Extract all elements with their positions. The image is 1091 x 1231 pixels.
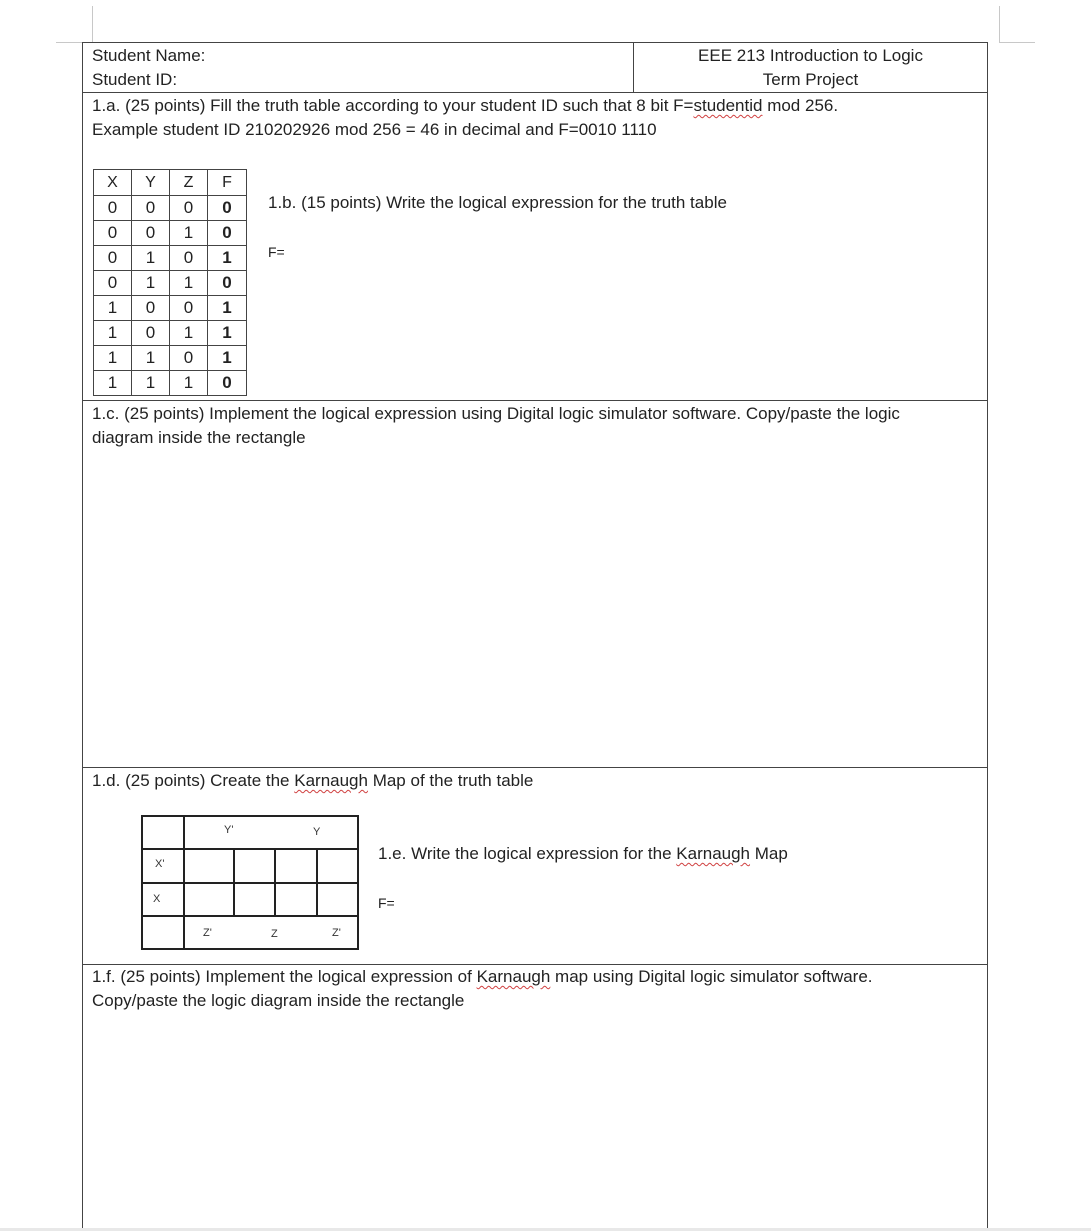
cell-y: 0 (132, 321, 170, 346)
form-right-border (987, 42, 988, 1231)
cell-y: 1 (132, 271, 170, 296)
q1c-instruction-line1: 1.c. (25 points) Implement the logical expression using Digital logic simulator software. Copy/paste the logic (92, 404, 900, 423)
q1b-answer-label[interactable]: F= (268, 244, 285, 260)
table-row (94, 371, 247, 396)
kmap-label-x: X (153, 893, 161, 905)
cell-x: 0 (94, 221, 132, 246)
form-top-border (82, 42, 988, 43)
truth-table-header-z: Z (170, 170, 208, 196)
cell-x: 1 (94, 371, 132, 396)
kmap-cell[interactable] (235, 884, 274, 915)
kmap-label-z: Z (271, 928, 278, 940)
crop-mark-top-left-vertical (92, 6, 93, 42)
kmap-line (141, 815, 359, 817)
q1e-text-end: Map (750, 844, 788, 863)
kmap-label-y: Y (313, 826, 321, 838)
q1a-spellcheck-word: studentid (693, 96, 763, 115)
truth-table-header-y: Y (132, 170, 170, 196)
section-1d-top-border (82, 767, 988, 768)
cell-x: 1 (94, 346, 132, 371)
crop-mark-top-right-horizontal (999, 42, 1035, 43)
kmap-cell[interactable] (318, 884, 357, 915)
kmap-line (183, 815, 185, 950)
q1d-instruction (92, 769, 533, 793)
truth-table (93, 169, 247, 396)
kmap-line (141, 915, 359, 917)
cell-f[interactable]: 0 (208, 271, 247, 296)
logic-diagram-area-1c[interactable] (83, 452, 987, 766)
kmap-line (357, 815, 359, 950)
cell-x: 0 (94, 271, 132, 296)
truth-table-header-x: X (94, 170, 132, 196)
q1f-instruction-line2: Copy/paste the logic diagram inside the rectangle (92, 991, 465, 1010)
q1e-answer-label[interactable]: F= (378, 895, 395, 911)
truth-table-header-row (94, 170, 247, 196)
q1c-instruction-line2: diagram inside the rectangle (92, 428, 306, 447)
table-row (94, 246, 247, 271)
table-row (94, 196, 247, 221)
table-row (94, 321, 247, 346)
q1e-text-start: 1.e. Write the logical expression for the (378, 844, 677, 863)
cell-y: 0 (132, 196, 170, 221)
cell-f[interactable]: 1 (208, 321, 247, 346)
kmap-cell[interactable] (235, 850, 274, 882)
course-title: EEE 213 Introduction to Logic (698, 46, 923, 65)
kmap-line (141, 815, 143, 950)
cell-z: 0 (170, 196, 208, 221)
q1d-text-end: Map of the truth table (367, 771, 534, 790)
kmap-cell[interactable] (276, 850, 316, 882)
cell-x: 0 (94, 196, 132, 221)
q1f-instruction-line1 (92, 965, 873, 989)
logic-diagram-area-1f[interactable] (83, 1016, 987, 1228)
cell-f[interactable]: 0 (208, 221, 247, 246)
table-row (94, 346, 247, 371)
truth-table-header-f: F (208, 170, 247, 196)
cell-z: 1 (170, 321, 208, 346)
cell-f[interactable]: 1 (208, 346, 247, 371)
kmap-label-z-prime-left: Z' (203, 927, 212, 939)
q1d-text-start: 1.d. (25 points) Create the (92, 771, 295, 790)
crop-mark-top-right-vertical (999, 6, 1000, 42)
q1e-spellcheck-word: Karnaugh (676, 844, 751, 863)
q1d-spellcheck-word: Karnaugh (294, 771, 368, 790)
q1a-text-start: 1.a. (25 points) Fill the truth table according to your student ID such that 8 bit F= (92, 96, 694, 115)
cell-y: 1 (132, 346, 170, 371)
q1f-text-start: 1.f. (25 points) Implement the logical expression of (92, 967, 477, 986)
cell-f[interactable]: 1 (208, 246, 247, 271)
cell-y: 0 (132, 296, 170, 321)
cell-y: 1 (132, 246, 170, 271)
kmap-label-x-prime: X' (155, 858, 165, 870)
kmap-line (141, 948, 359, 950)
q1f-spellcheck-word: Karnaugh (476, 967, 551, 986)
cell-z: 0 (170, 246, 208, 271)
kmap-cell[interactable] (185, 850, 233, 882)
cell-z: 1 (170, 371, 208, 396)
student-name-label: Student Name: (92, 46, 206, 65)
kmap-cell[interactable] (318, 850, 357, 882)
table-row (94, 221, 247, 246)
cell-y: 0 (132, 221, 170, 246)
student-id-label: Student ID: (92, 70, 178, 89)
cell-z: 0 (170, 296, 208, 321)
cell-f[interactable]: 1 (208, 296, 247, 321)
q1a-instruction (92, 94, 838, 118)
cell-x: 1 (94, 321, 132, 346)
q1b-instruction: 1.b. (15 points) Write the logical expression for the truth table (268, 193, 727, 212)
cell-f[interactable]: 0 (208, 371, 247, 396)
kmap-label-y-prime: Y' (224, 824, 234, 836)
cell-f[interactable]: 0 (208, 196, 247, 221)
cell-x: 1 (94, 296, 132, 321)
cell-z: 1 (170, 221, 208, 246)
cell-x: 0 (94, 246, 132, 271)
q1a-text-end: mod 256. (762, 96, 839, 115)
kmap-cell[interactable] (185, 884, 233, 915)
kmap-label-z-prime-right: Z' (332, 927, 341, 939)
header-bottom-border (82, 92, 988, 93)
section-1c-top-border (82, 400, 988, 401)
q1a-example: Example student ID 210202926 mod 256 = 46 in decimal and F=0010 1110 (92, 120, 657, 139)
cell-z: 1 (170, 271, 208, 296)
project-title: Term Project (762, 70, 859, 89)
cell-z: 0 (170, 346, 208, 371)
kmap-cell[interactable] (276, 884, 316, 915)
cell-y: 1 (132, 371, 170, 396)
table-row (94, 271, 247, 296)
q1e-instruction (378, 842, 788, 866)
q1f-text-end: map using Digital logic simulator software. (550, 967, 873, 986)
table-row (94, 296, 247, 321)
